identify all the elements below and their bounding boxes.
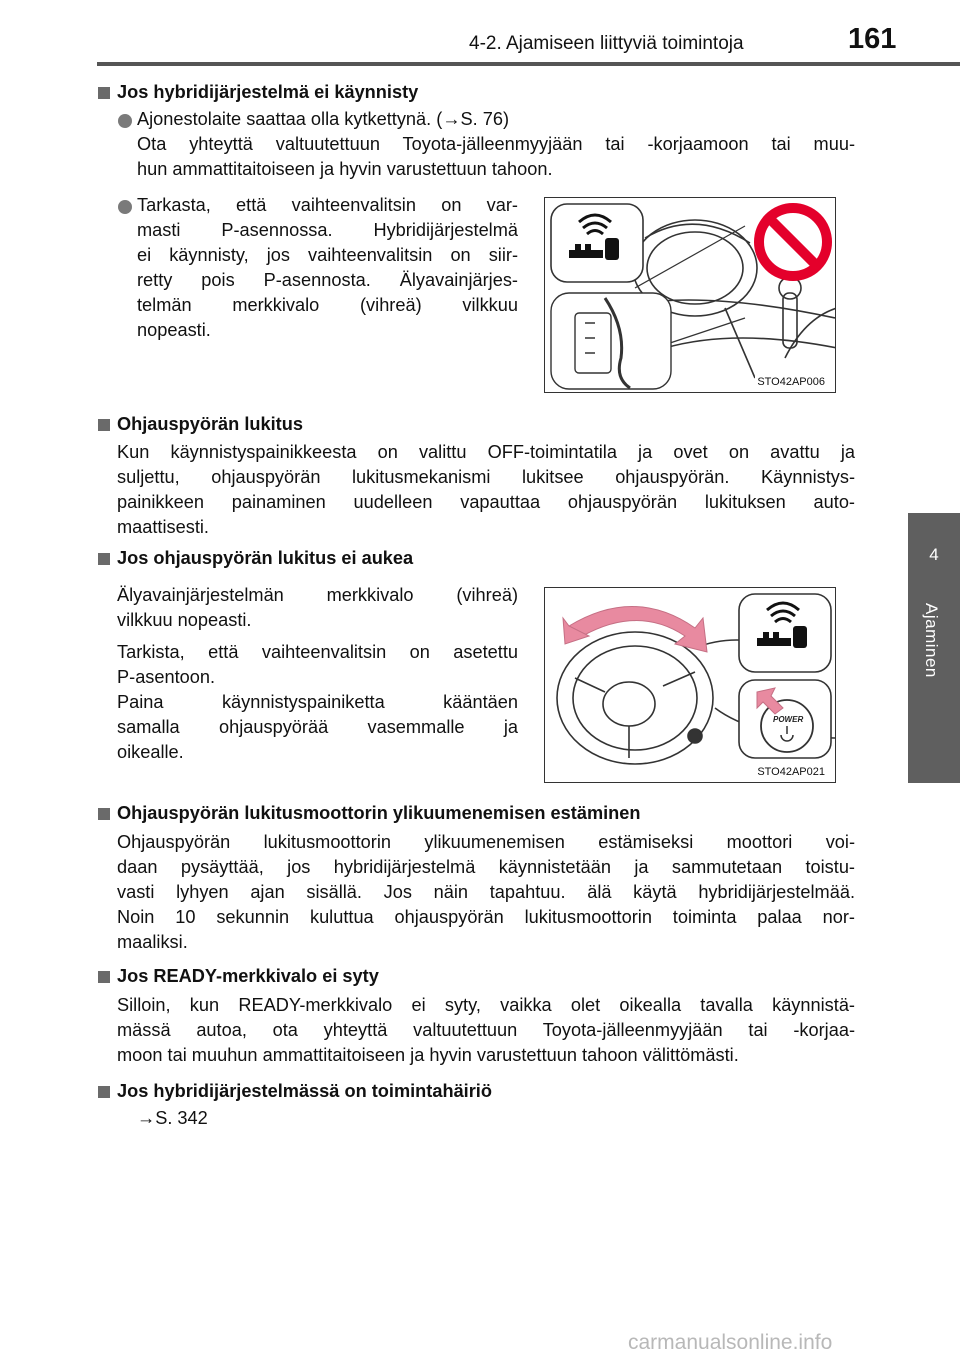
paragraph: Älyavainjärjestelmän merkkivalo (vihreä) vilkkuu nopeasti. xyxy=(117,585,518,630)
no-entry-icon xyxy=(759,208,827,276)
page-reference[interactable]: →S. 342 xyxy=(137,1108,208,1128)
section-heading: Jos hybridijärjestelmässä on toimintahäiriö xyxy=(117,1081,492,1101)
key-indicator-detail xyxy=(551,204,643,282)
section-marker xyxy=(98,971,110,983)
key-indicator-detail xyxy=(739,594,831,672)
section-marker xyxy=(98,553,110,565)
bullet-text: Ajonestolaite saattaa olla kytkettynä. (→S. 76) Ota yhteyttä valtuutettuun Toyota-jälleenmyyjään tai -korjaamoon tai muu- hun ammattitaitoiseen ja hyvin varustettuun tahoon. xyxy=(137,109,855,179)
paragraph: Ohjauspyörän lukitusmoottorin ylikuumenemisen estämiseksi moottori voi- daan pysäyttää, jos hybridijärjestelmä käynnistetään ja sammutetaan toistu- vasti lyhyen ajan sisällä. Jos näin tapahtuu. älä käytä hybridijärjestelmää. Noin 10 sekunnin kuluttua ohjauspyörän lukitusmoottorin toiminta palaa nor- maaliksi. xyxy=(117,832,855,952)
section-heading: Ohjauspyörän lukitusmoottorin ylikuumenemisen estäminen xyxy=(117,803,641,823)
section-marker xyxy=(98,87,110,99)
figure-code: STO42AP021 xyxy=(757,766,825,778)
power-button-label: POWER xyxy=(773,715,804,724)
chapter-number: 4 xyxy=(929,545,939,564)
section-heading: Jos READY-merkkivalo ei syty xyxy=(117,966,379,986)
bullet-text: Tarkasta, että vaihteenvalitsin on var- masti P-asennossa. Hybridijärjestelmä ei käynnisty, jos vaihteenvalitsin on siir- retty pois P-asennosta. Älyavainjärjes- telmän merkkivalo (vihreä) vilkkuu nopeasti. xyxy=(137,195,518,340)
section-marker xyxy=(98,1086,110,1098)
section-heading: Ohjauspyörän lukitus xyxy=(117,414,303,434)
shift-gate-detail xyxy=(551,293,671,389)
page-number: 161 xyxy=(848,23,897,55)
chapter-side-tab xyxy=(908,513,960,783)
bullet-dot xyxy=(118,114,132,128)
section-heading: Jos hybridijärjestelmä ei käynnisty xyxy=(117,82,419,102)
steering-lock-illustration xyxy=(544,587,836,783)
paragraph: Tarkista, että vaihteenvalitsin on asetettu P-asentoon. Paina käynnistyspainiketta kääntäen samalla ohjauspyörää vasemmalle ja oikealle. xyxy=(117,642,518,762)
chapter-tab-title: Ajaminen xyxy=(922,603,941,678)
paragraph: Kun käynnistyspainikkeesta on valittu OFF-toimintatila ja ovet on avattu ja suljettu, ohjauspyörän lukitusmekanismi lukitsee ohjauspyörän. Käynnistys- painikkeen painaminen uudelleen vapauttaa ohjauspyörän lukituksen auto- maattisesti. xyxy=(117,442,855,537)
shift-lever-drawing xyxy=(545,198,836,393)
bullet-dot xyxy=(118,200,132,214)
figure-code: STO42AP006 xyxy=(757,376,825,388)
site-watermark: carmanualsonline.info xyxy=(628,1331,833,1354)
steering-wheel-drawing xyxy=(545,588,836,783)
section-marker xyxy=(98,808,110,820)
section-marker xyxy=(98,419,110,431)
power-button-detail xyxy=(739,680,831,758)
chapter-title: 4-2. Ajamiseen liittyviä toimintoja xyxy=(469,33,744,54)
shift-lever-illustration xyxy=(544,197,836,393)
header-rule xyxy=(97,62,960,66)
rotate-arrow-icon xyxy=(563,606,707,652)
paragraph: Silloin, kun READY-merkkivalo ei syty, vaikka olet oikealla tavalla käynnistä- mässä autoa, ota yhteyttä valtuutettuun Toyota-jälleenmyyjään tai -korjaa- moon tai muuhun ammattitaitoiseen ja hyvin varustettuun tahoon välittömästi. xyxy=(117,995,855,1065)
section-heading: Jos ohjauspyörän lukitus ei aukea xyxy=(117,548,414,568)
